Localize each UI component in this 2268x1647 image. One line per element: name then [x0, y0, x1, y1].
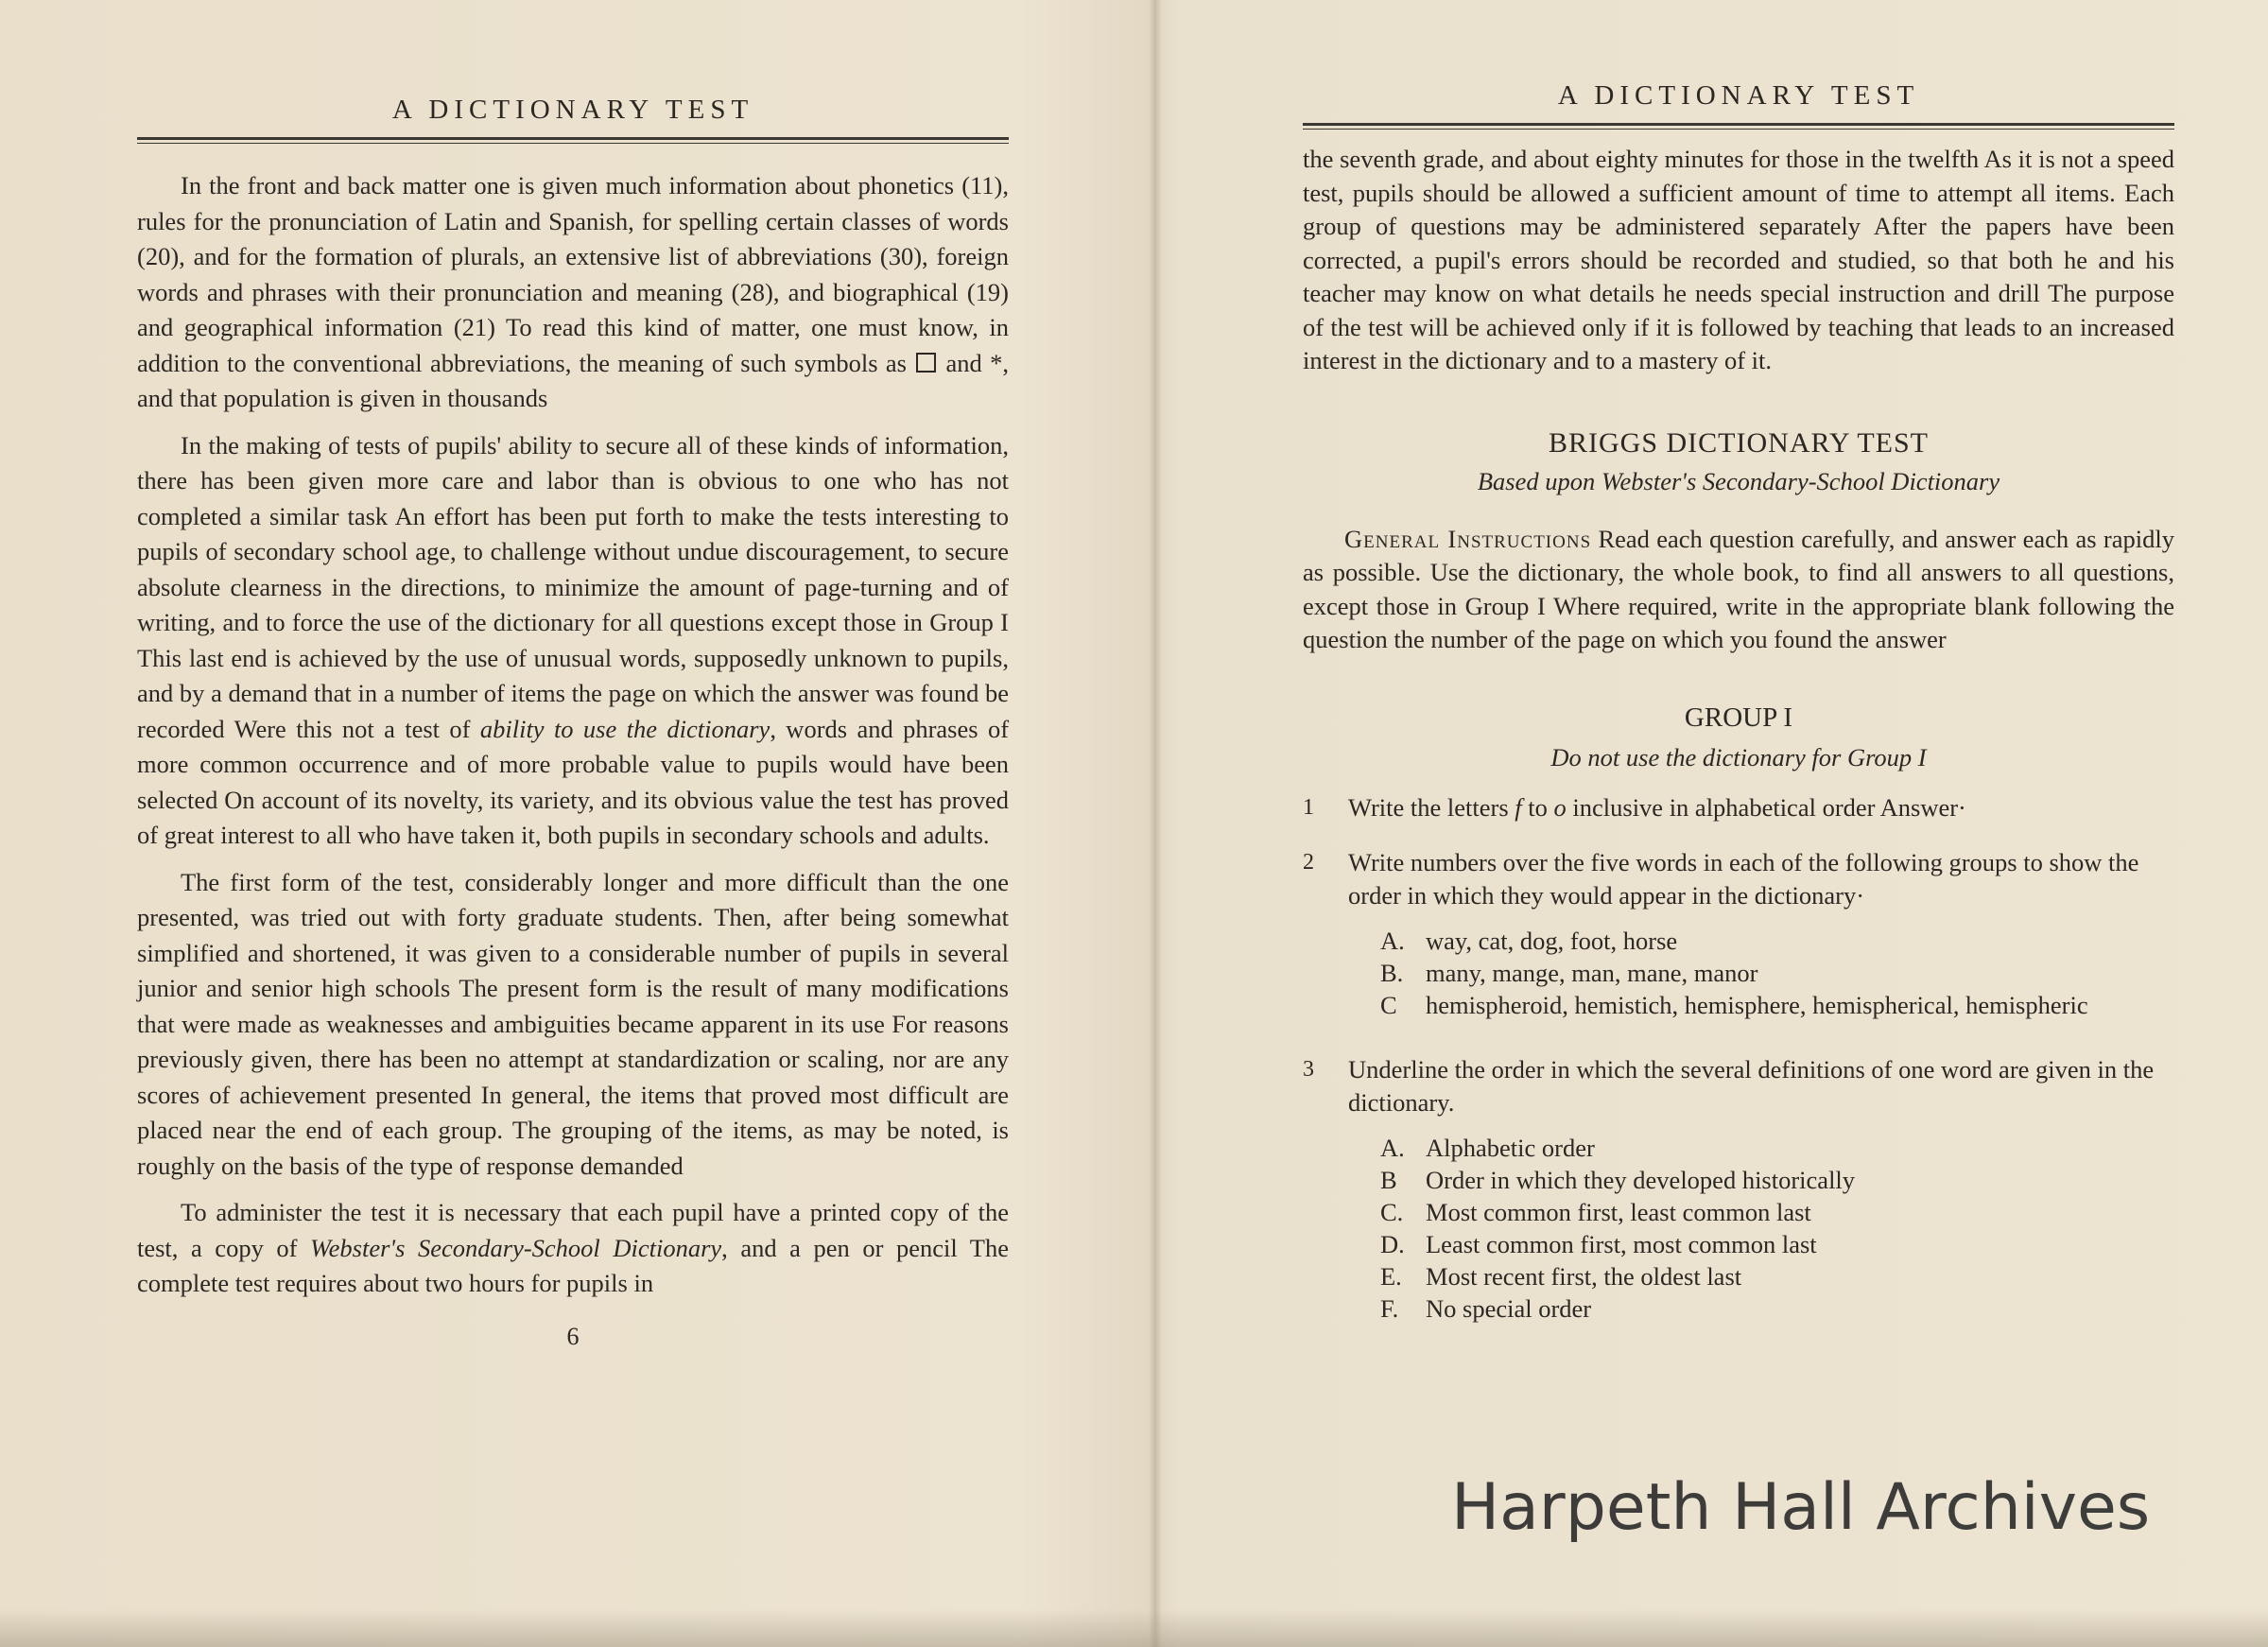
question-3-number: 3	[1303, 1057, 1314, 1082]
list-item	[1380, 1196, 2174, 1228]
left-paragraph-3: The first form of the test, considerably longer and more difficult than the one presented, was tried out with forty graduate students. Then, after being somewhat simplified and shortened, it was given to a considerable number of pupils in several junior and senior high schools The present form is the result of many modifications that were made as weaknesses and ambiguities became apparent in its use For reasons previously given, there has been no attempt at standardization or scaling, nor are any scores of achievement presented In general, the items that proved most difficult are placed near the end of each group. The grouping of the items, as may be noted, is roughly on the basis of the type of response demanded	[137, 867, 1009, 1180]
left-paragraph-1-text: In the front and back matter one is given much information about phonetics (11), rules for the pronunciation of Latin and Spanish, for spelling certain classes of words (20), and for the formation of plurals, an extensive list of abbreviations (30), foreign words and phrases with their pronunciation and meaning (28), and biographical (19) and geographical information (21) To read this kind of matter, one must know, in addition to the conventional abbreviations, the meaning of such symbols as	[137, 171, 1009, 377]
question-1-text-a: Write the letters	[1348, 792, 1509, 822]
page-shadow	[0, 1609, 2268, 1647]
question-2-options	[1303, 925, 2174, 1021]
book-gutter	[1149, 0, 1162, 1647]
question-1	[1303, 791, 2174, 824]
option-text: Most common first, least common last	[1426, 1198, 1811, 1226]
list-item	[1380, 989, 2174, 1021]
list-item	[1380, 1260, 2174, 1292]
left-paragraph-2-text-a: In the making of tests of pupils' ability to secure all of these kinds of information, there has been given more care and labor than is obvious to one who has not completed a similar task An effort has been put forth to make the tests interesting to pupils of secondary school age, to challenge without undue discouragement, to secure absolute clearness in the directions, to minimize the amount of page-turning and of writing, and to force the use of the dictionary for all questions except those in Group I This last end is achieved by the use of unusual words, supposedly unknown to pupils, and by a demand that in a number of items the page on which the answer was found be recorded Were this not a test of	[137, 430, 1009, 743]
option-letter: A.	[1380, 1134, 1405, 1162]
left-page	[137, 95, 1009, 1351]
test-subtitle: Based upon Webster's Secondary-School Dictionary	[1477, 466, 2000, 495]
option-text: Least common first, most common last	[1426, 1230, 1817, 1258]
left-paragraph-4-italic: Webster's Secondary-School Dictionary	[310, 1233, 722, 1262]
option-text: Most recent first, the oldest last	[1426, 1262, 1742, 1291]
option-text: many, mange, man, mane, manor	[1426, 959, 1758, 987]
right-paragraph-1: the seventh grade, and about eighty minutes for those in the twelfth As it is not a speed test, pupils should be allowed a sufficient amount of time to attempt all items. Each group of questions may be administered separately After the papers have been corrected, a pupil's errors should be recorded and studied, so that both he and his teacher may know on what details he needs special instruction and drill The purpose of the test will be achieved only if it is followed by teaching that leads to an increased interest in the dictionary and to a mastery of it.	[1303, 145, 2174, 374]
question-1-to: to	[1528, 792, 1548, 822]
question-2	[1303, 846, 2174, 911]
option-text: Order in which they developed historically	[1426, 1166, 1856, 1194]
question-3-options	[1303, 1132, 2174, 1325]
list-item	[1380, 1132, 2174, 1164]
option-letter: B	[1380, 1166, 1397, 1194]
option-letter: D.	[1380, 1230, 1405, 1258]
instructions-label: General Instructions	[1344, 524, 1592, 553]
option-text: hemispheroid, hemistich, hemisphere, hemispherical, hemispheric	[1426, 991, 2088, 1019]
left-paragraph-2	[137, 428, 1009, 854]
option-text: No special order	[1426, 1294, 1592, 1323]
option-letter: E.	[1380, 1262, 1402, 1291]
left-page-number: 6	[566, 1322, 580, 1350]
option-text: way, cat, dog, foot, horse	[1426, 927, 1678, 955]
right-page	[1303, 80, 2174, 1357]
left-paragraph-4	[137, 1195, 1009, 1302]
left-paragraph-2-italic: ability to use the dictionary	[479, 714, 770, 743]
general-instructions	[1303, 523, 2174, 657]
list-item	[1380, 957, 2174, 989]
option-letter: C.	[1380, 1198, 1404, 1226]
left-paragraph-1-end: and *, and that population is given in thousands	[137, 348, 1009, 412]
list-item	[1380, 1228, 2174, 1260]
question-1-number: 1	[1303, 794, 1314, 820]
left-paragraph-2-text-b: , words and phrases of more common occurrence and of more probable value to pupils would have been selected On account of its novelty, its variety, and its obvious value the test has proved of great interest to all who have taken it, both pupils in secondary schools and adults.	[137, 714, 1010, 849]
square-symbol-icon	[916, 353, 936, 373]
option-letter: A.	[1380, 927, 1405, 955]
left-running-head: A DICTIONARY TEST	[391, 95, 754, 125]
group-note: Do not use the dictionary for Group I	[1550, 742, 1927, 771]
question-1-letter-o: o	[1553, 792, 1567, 822]
option-text: Alphabetic order	[1426, 1134, 1595, 1162]
list-item	[1380, 925, 2174, 957]
group-title: GROUP I	[1684, 702, 1793, 733]
question-1-letter-f: f	[1515, 792, 1522, 822]
list-item	[1380, 1164, 2174, 1196]
test-title: BRIGGS DICTIONARY TEST	[1548, 426, 1930, 459]
question-2-text: Write numbers over the five words in each of the following groups to show the order in which they would appear in the dictionary·	[1348, 848, 2139, 910]
question-3-text: Underline the order in which the several definitions of one word are given in the dictionary.	[1348, 1055, 2155, 1117]
left-paragraph-4-text-a: To administer the test it is necessary that each pupil have a printed copy of the test, a copy of	[137, 1198, 1009, 1262]
option-letter: F.	[1380, 1294, 1399, 1323]
option-letter: B.	[1380, 959, 1404, 987]
question-1-text-b: inclusive in alphabetical order Answer·	[1572, 792, 1966, 822]
question-3	[1303, 1053, 2174, 1118]
right-header-rule	[1303, 123, 2174, 130]
archive-watermark: Harpeth Hall Archives	[1451, 1470, 2151, 1545]
left-paragraph-1	[137, 168, 1009, 417]
list-item	[1380, 1292, 2174, 1325]
right-running-head: A DICTIONARY TEST	[1557, 80, 1920, 111]
instructions-text: Read each question carefully, and answer each as rapidly as possible. Use the dictionary, the whole book, to find all answers to all questions, except those in Group I Where required, write in the appropriate blank following the question the number of the page on which you found the answer	[1303, 524, 2174, 653]
question-2-number: 2	[1303, 850, 1314, 875]
left-header-rule	[137, 137, 1009, 144]
left-paragraph-4-text-b: , and a pen or pencil The complete test requires about two hours for pupils in	[137, 1233, 1009, 1297]
option-letter: C	[1380, 991, 1397, 1019]
